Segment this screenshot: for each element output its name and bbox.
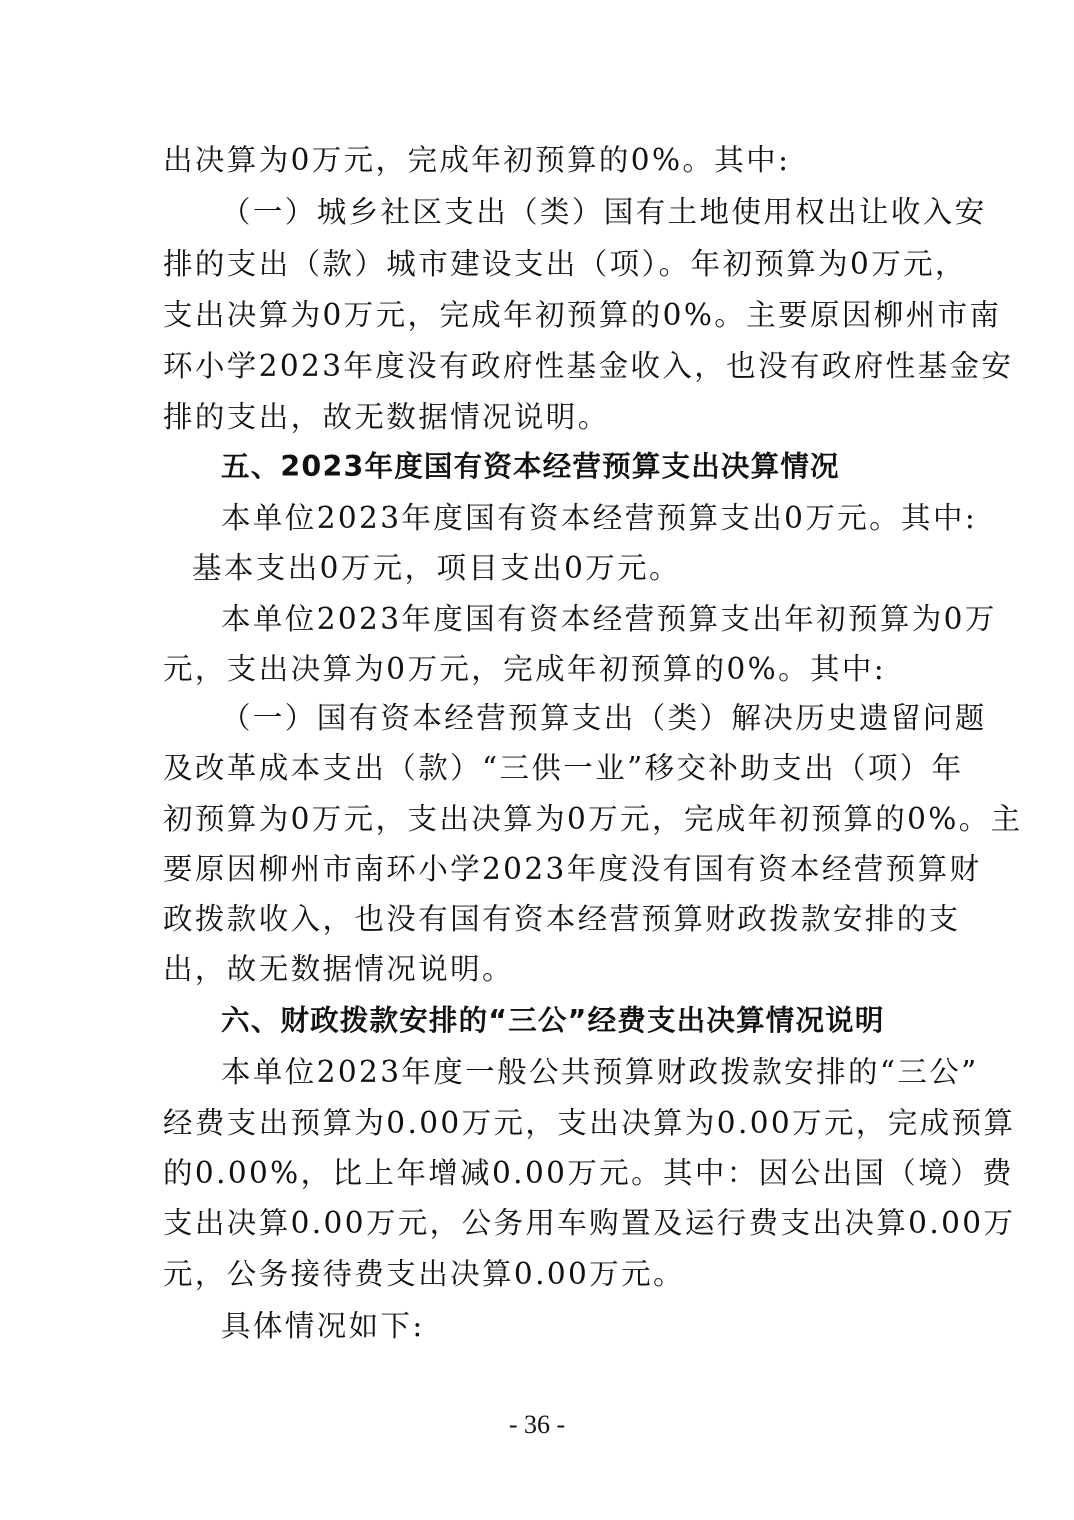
body-text-line: 本单位2023年度一般公共预算财政拨款安排的“三公” xyxy=(221,1055,979,1089)
body-text-line: 本单位2023年度国有资本经营预算支出年初预算为0万 xyxy=(221,602,997,636)
body-text-line: 要原因柳州市南环小学2023年度没有国有资本经营预算财 xyxy=(163,852,982,886)
body-text-line: 基本支出0万元，项目支出0万元。 xyxy=(192,551,681,585)
body-text-line: 出决算为0万元，完成年初预算的0%。其中: xyxy=(163,143,791,177)
body-text-line: 及改革成本支出（款）“三供一业”移交补助支出（项）年 xyxy=(163,751,964,785)
body-text-line: 出，故无数据情况说明。 xyxy=(163,952,514,986)
page-number: - 36 - xyxy=(508,1410,566,1439)
body-text-line: 本单位2023年度国有资本经营预算支出0万元。其中: xyxy=(221,501,978,535)
body-text-line: 元，公务接待费支出决算0.00万元。 xyxy=(163,1257,685,1291)
section-heading-5: 五、2023年度国有资本经营预算支出决算情况 xyxy=(221,450,840,483)
body-text-line: 排的支出，故无数据情况说明。 xyxy=(163,400,610,434)
body-text-line: 具体情况如下: xyxy=(221,1309,425,1343)
section-heading-6: 六、财政拨款安排的“三公”经费支出决算情况说明 xyxy=(221,1004,885,1037)
body-text-line: 初预算为0万元，支出决算为0万元，完成年初预算的0%。主 xyxy=(163,802,1023,836)
body-text-line: 支出决算为0万元，完成年初预算的0%。主要原因柳州市南 xyxy=(163,298,1002,332)
body-text-line: 政拨款收入，也没有国有资本经营预算财政拨款安排的支 xyxy=(163,902,961,936)
body-text-line: 排的支出（款）城市建设支出（项）。年初预算为0万元， xyxy=(163,247,967,281)
body-text-line: （一）国有资本经营预算支出（类）解决历史遗留问题 xyxy=(221,701,987,735)
body-text-line: 元，支出决算为0万元，完成年初预算的0%。其中: xyxy=(163,652,887,686)
body-text-line: （一）城乡社区支出（类）国有土地使用权出让收入安 xyxy=(221,195,987,229)
body-text-line: 支出决算0.00万元，公务用车购置及运行费支出决算0.00万 xyxy=(163,1206,1016,1240)
body-text-line: 经费支出预算为0.00万元，支出决算为0.00万元，完成预算 xyxy=(163,1106,1016,1140)
body-text-line: 的0.00%，比上年增减0.00万元。其中：因公出国（境）费 xyxy=(163,1156,1014,1190)
body-text-line: 环小学2023年度没有政府性基金收入，也没有政府性基金安 xyxy=(163,349,1014,383)
